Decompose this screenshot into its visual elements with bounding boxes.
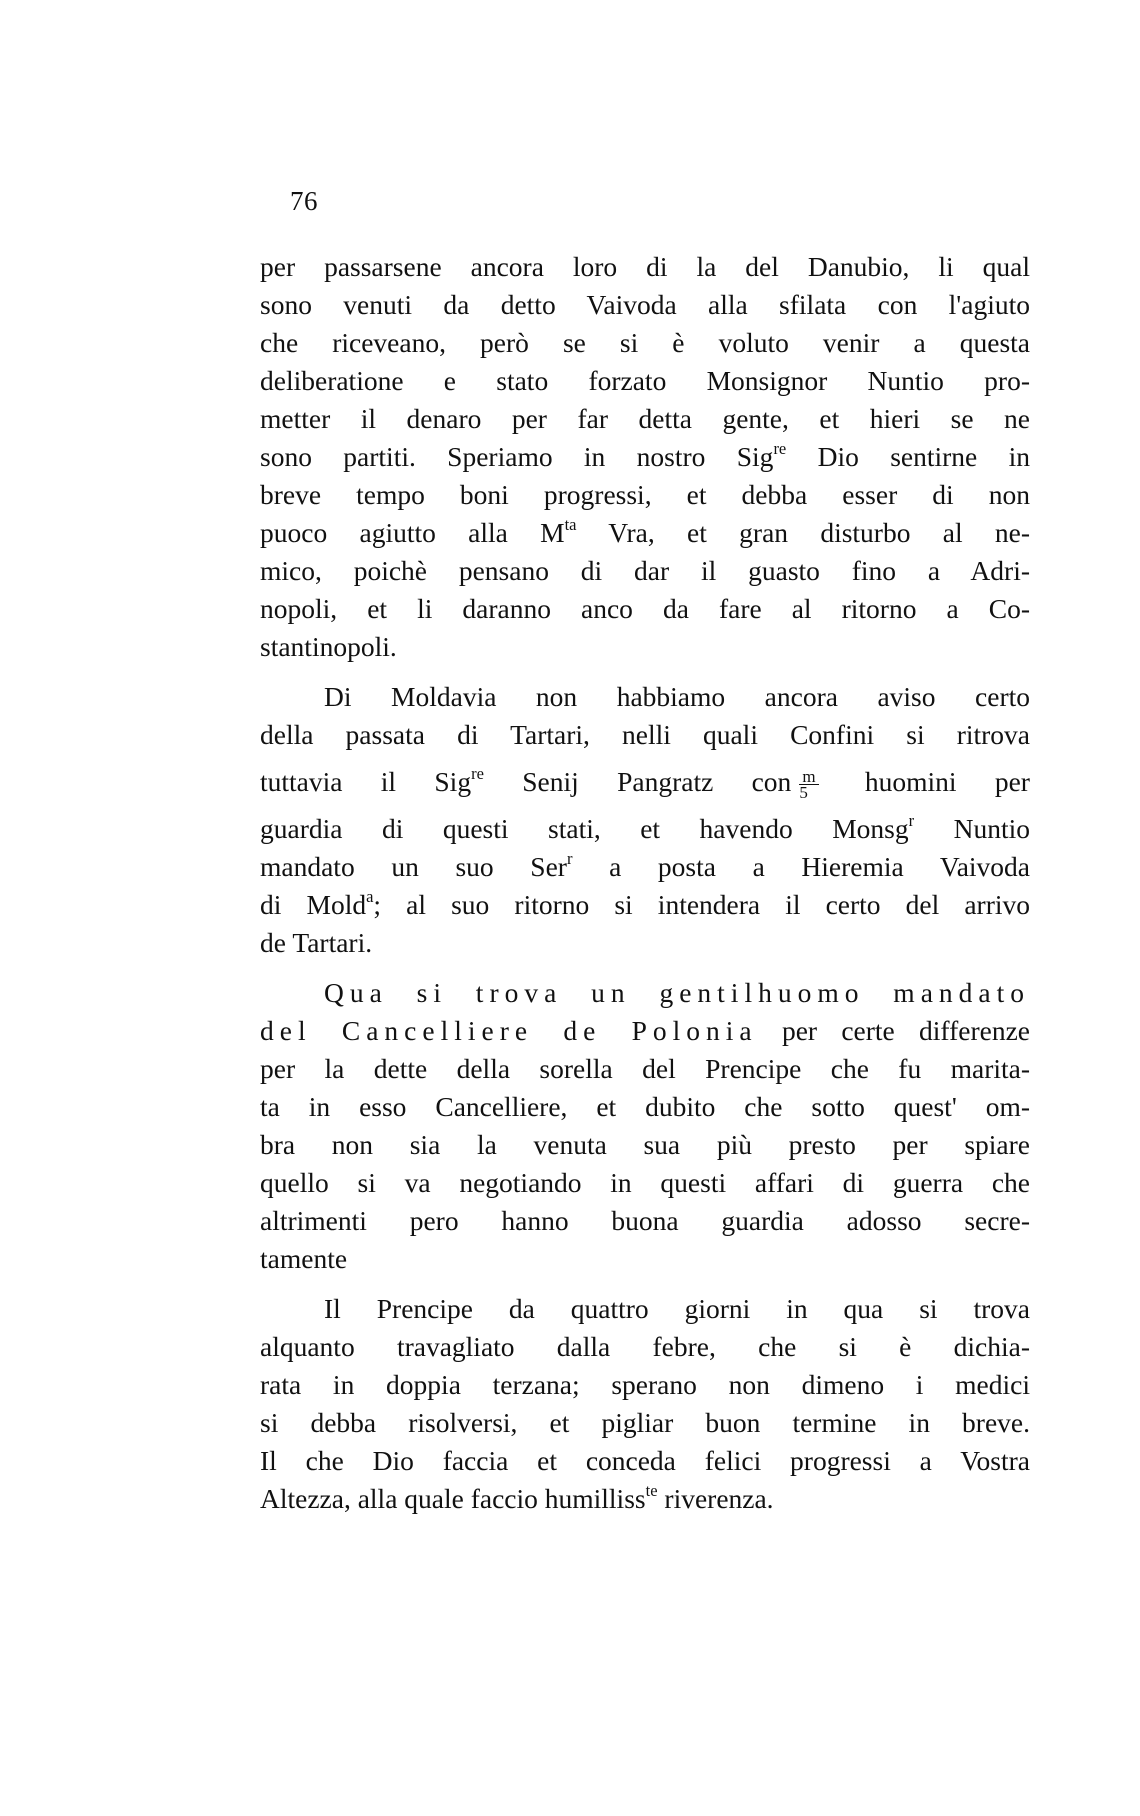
page-number: 76 xyxy=(290,186,318,216)
text-line: ta in esso Cancelliere, et dubito che sotto quest' om- xyxy=(260,1091,1030,1122)
text-line: che riceveano, però se si è voluto venir a questa xyxy=(260,327,1030,358)
text-line: breve tempo boni progressi, et debba esser di non xyxy=(260,479,1030,510)
text-line: quello si va negotiando in questi affari di guerra che xyxy=(260,1167,1030,1198)
text-line: sono partiti. Speriamo in nostro Sig$^{re}$ Dio sentirne in xyxy=(260,438,1030,472)
text-line: mico, poichè pensano di dar il guasto fino a Adri- xyxy=(260,555,1030,586)
paragraph xyxy=(260,678,1030,962)
paragraph xyxy=(260,974,1030,1278)
text-line: della passata di Tartari, nelli quali Confini si ritrova xyxy=(260,719,1030,750)
text-line: rata in doppia terzana; sperano non dimeno i medici xyxy=(260,1369,1030,1400)
text-line: tuttavia il Sig$^{re}$ Senij Pangratz con $\frac{m}{5}$ huomini per xyxy=(260,763,1030,803)
text-line: Altezza, alla quale faccio humilliss$^{te}$ riverenza. xyxy=(260,1480,774,1514)
text-line: si debba risolversi, et pigliar buon termine in breve. xyxy=(260,1407,1030,1438)
page-body xyxy=(260,248,1030,1518)
text-line: per la dette della sorella del Prencipe che fu marita- xyxy=(260,1053,1030,1084)
text-line: mandato un suo Ser$^r$ a posta a Hieremia Vaivoda xyxy=(260,848,1030,882)
text-line: puoco agiutto alla $M^{ta}$ Vra, et gran disturbo al ne- xyxy=(260,514,1030,548)
text-line: metter il denaro per far detta gente, et hieri se ne xyxy=(260,403,1030,434)
text-line: tamente xyxy=(260,1243,348,1274)
text-line: Il Prencipe da quattro giorni in qua si trova xyxy=(324,1293,1030,1324)
paragraph xyxy=(260,248,1030,666)
text-line: deliberatione e stato forzato Monsignor Nuntio pro- xyxy=(260,365,1030,396)
fraction: $\frac{m}{5}$ xyxy=(799,769,818,800)
text-line: Qua si trova un gentilhuomo mandato xyxy=(324,977,1030,1008)
text-line: de Tartari. xyxy=(260,927,373,958)
text-line: di Mold$^a$; al suo ritorno si intendera il certo del arrivo xyxy=(260,886,1031,920)
text-line: sono venuti da detto Vaivoda alla sfilata con l'agiuto xyxy=(260,289,1030,320)
text-line: Il che Dio faccia et conceda felici progressi a Vostra xyxy=(260,1445,1030,1476)
text-line: altrimenti pero hanno buona guardia adosso secre- xyxy=(260,1205,1030,1236)
text-line: nopoli, et li daranno anco da fare al ritorno a Co- xyxy=(260,593,1030,624)
text-line: bra non sia la venuta sua più presto per spiare xyxy=(260,1129,1030,1160)
text-line: Di Moldavia non habbiamo ancora aviso certo xyxy=(324,681,1030,712)
paragraph xyxy=(260,1290,1030,1518)
text-line: del Cancelliere de Polonia per certe differenze xyxy=(260,1015,1030,1046)
text-line: alquanto travagliato dalla febre, che si è dichia- xyxy=(260,1331,1030,1362)
text-line: stantinopoli. xyxy=(260,631,397,662)
text-line: per passarsene ancora loro di la del Danubio, li qual xyxy=(260,251,1030,282)
text-line: guardia di questi stati, et havendo Monsg$^r$ Nuntio xyxy=(260,810,1031,844)
